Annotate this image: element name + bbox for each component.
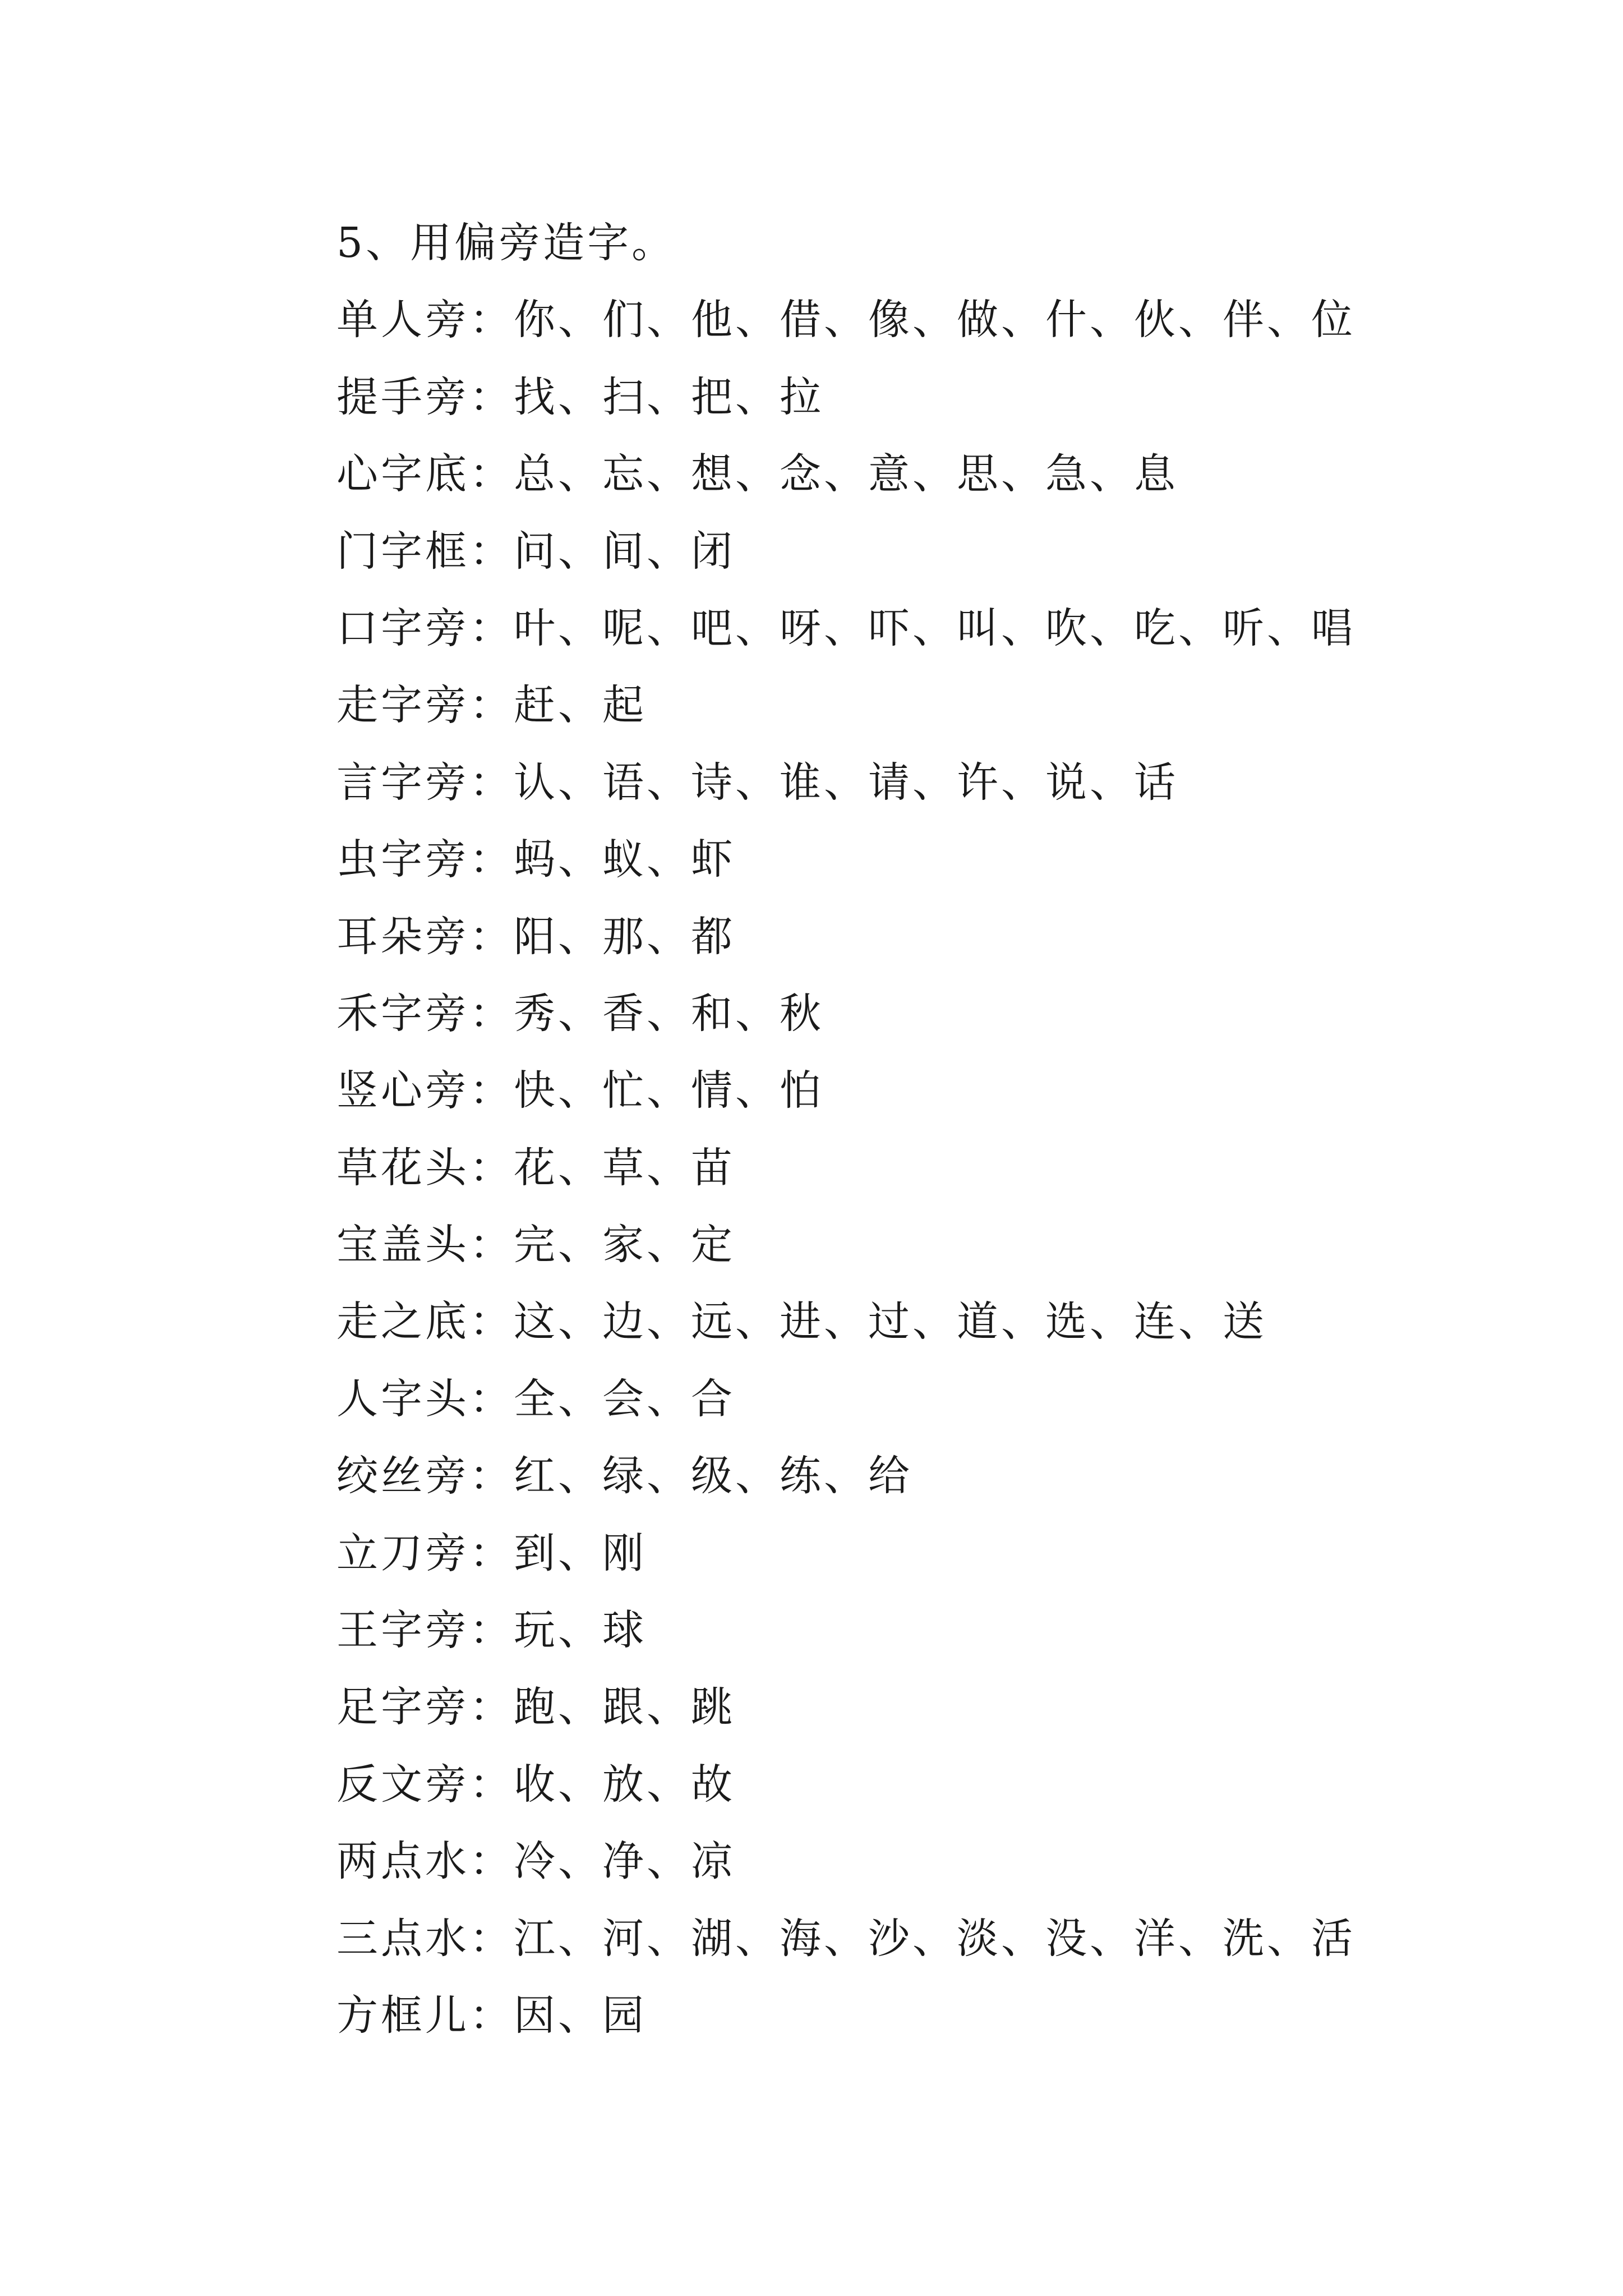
radical-label: 门字框：: [336, 527, 514, 576]
radical-label: 宝盖头：: [336, 1221, 514, 1269]
radical-characters: 秀、香、和、秋: [514, 989, 824, 1038]
radical-characters: 蚂、蚁、虾: [514, 835, 735, 884]
radical-row: [336, 590, 1514, 667]
radical-characters: 你、们、他、借、像、做、什、伙、伴、位: [514, 296, 1355, 344]
radical-row: [336, 1823, 1514, 1900]
radical-characters: 全、会、合: [514, 1374, 735, 1423]
radical-row: [336, 1592, 1514, 1669]
radical-characters: 江、河、湖、海、沙、淡、没、洋、洗、活: [514, 1914, 1355, 1963]
radical-characters: 阳、那、都: [514, 912, 735, 961]
radical-label: 口字旁：: [336, 604, 514, 652]
radical-label: 禾字旁：: [336, 989, 514, 1038]
radical-characters: 花、草、苗: [514, 1143, 735, 1192]
radical-row: [336, 1515, 1514, 1592]
radical-characters: 叶、呢、吧、呀、吓、叫、吹、吃、听、唱: [514, 604, 1355, 652]
radical-characters: 到、刚: [514, 1529, 647, 1577]
radical-row: [336, 899, 1514, 976]
radical-row: [336, 667, 1514, 744]
radical-row: [336, 513, 1514, 590]
radical-characters: 完、家、定: [514, 1221, 735, 1269]
radical-label: 方框儿：: [336, 1991, 514, 2040]
radical-characters: 因、园: [514, 1991, 647, 2040]
radical-row: [336, 1283, 1514, 1360]
radical-label: 提手旁：: [336, 372, 514, 421]
radical-label: 足字旁：: [336, 1683, 514, 1732]
radical-characters: 快、忙、情、怕: [514, 1066, 824, 1115]
radical-list: [336, 282, 1514, 2054]
radical-label: 绞丝旁：: [336, 1452, 514, 1501]
radical-row: [336, 976, 1514, 1052]
radical-row: [336, 1130, 1514, 1207]
radical-label: 两点水：: [336, 1837, 514, 1886]
radical-row: [336, 282, 1514, 358]
radical-row: [336, 744, 1514, 821]
radical-label: 王字旁：: [336, 1606, 514, 1655]
radical-label: 耳朵旁：: [336, 912, 514, 961]
radical-characters: 问、间、闭: [514, 527, 735, 576]
radical-label: 虫字旁：: [336, 835, 514, 884]
radical-row: [336, 359, 1514, 436]
radical-characters: 认、语、诗、谁、请、许、说、话: [514, 758, 1178, 807]
section-title: 5、用偏旁造字。: [336, 219, 676, 267]
radical-label: 三点水：: [336, 1914, 514, 1963]
radical-row: [336, 1977, 1514, 2054]
radical-row: [336, 1746, 1514, 1823]
radical-label: 人字头：: [336, 1374, 514, 1423]
radical-characters: 玩、球: [514, 1606, 647, 1655]
radical-characters: 冷、净、凉: [514, 1837, 735, 1886]
radical-label: 立刀旁：: [336, 1529, 514, 1577]
radical-label: 言字旁：: [336, 758, 514, 807]
radical-label: 反文旁：: [336, 1760, 514, 1809]
radical-row: [336, 1207, 1514, 1283]
radical-label: 竖心旁：: [336, 1066, 514, 1115]
radical-label: 单人旁：: [336, 296, 514, 344]
radical-label: 走之底：: [336, 1297, 514, 1346]
radical-characters: 这、边、远、进、过、道、选、连、送: [514, 1297, 1267, 1346]
radical-characters: 收、放、故: [514, 1760, 735, 1809]
radical-characters: 找、扫、把、拉: [514, 372, 824, 421]
radical-row: [336, 1438, 1514, 1515]
radical-label: 草花头：: [336, 1143, 514, 1192]
radical-label: 心字底：: [336, 450, 514, 499]
radical-characters: 总、忘、想、念、意、思、急、息: [514, 450, 1178, 499]
radical-row: [336, 1901, 1514, 1977]
worksheet-section: [336, 205, 1514, 2054]
radical-row: [336, 1361, 1514, 1438]
radical-characters: 红、绿、级、练、给: [514, 1452, 912, 1501]
radical-row: [336, 1052, 1514, 1129]
radical-characters: 赶、起: [514, 681, 647, 730]
radical-row: [336, 821, 1514, 898]
radical-label: 走字旁：: [336, 681, 514, 730]
radical-row: [336, 436, 1514, 513]
radical-characters: 跑、跟、跳: [514, 1683, 735, 1732]
radical-row: [336, 1669, 1514, 1746]
